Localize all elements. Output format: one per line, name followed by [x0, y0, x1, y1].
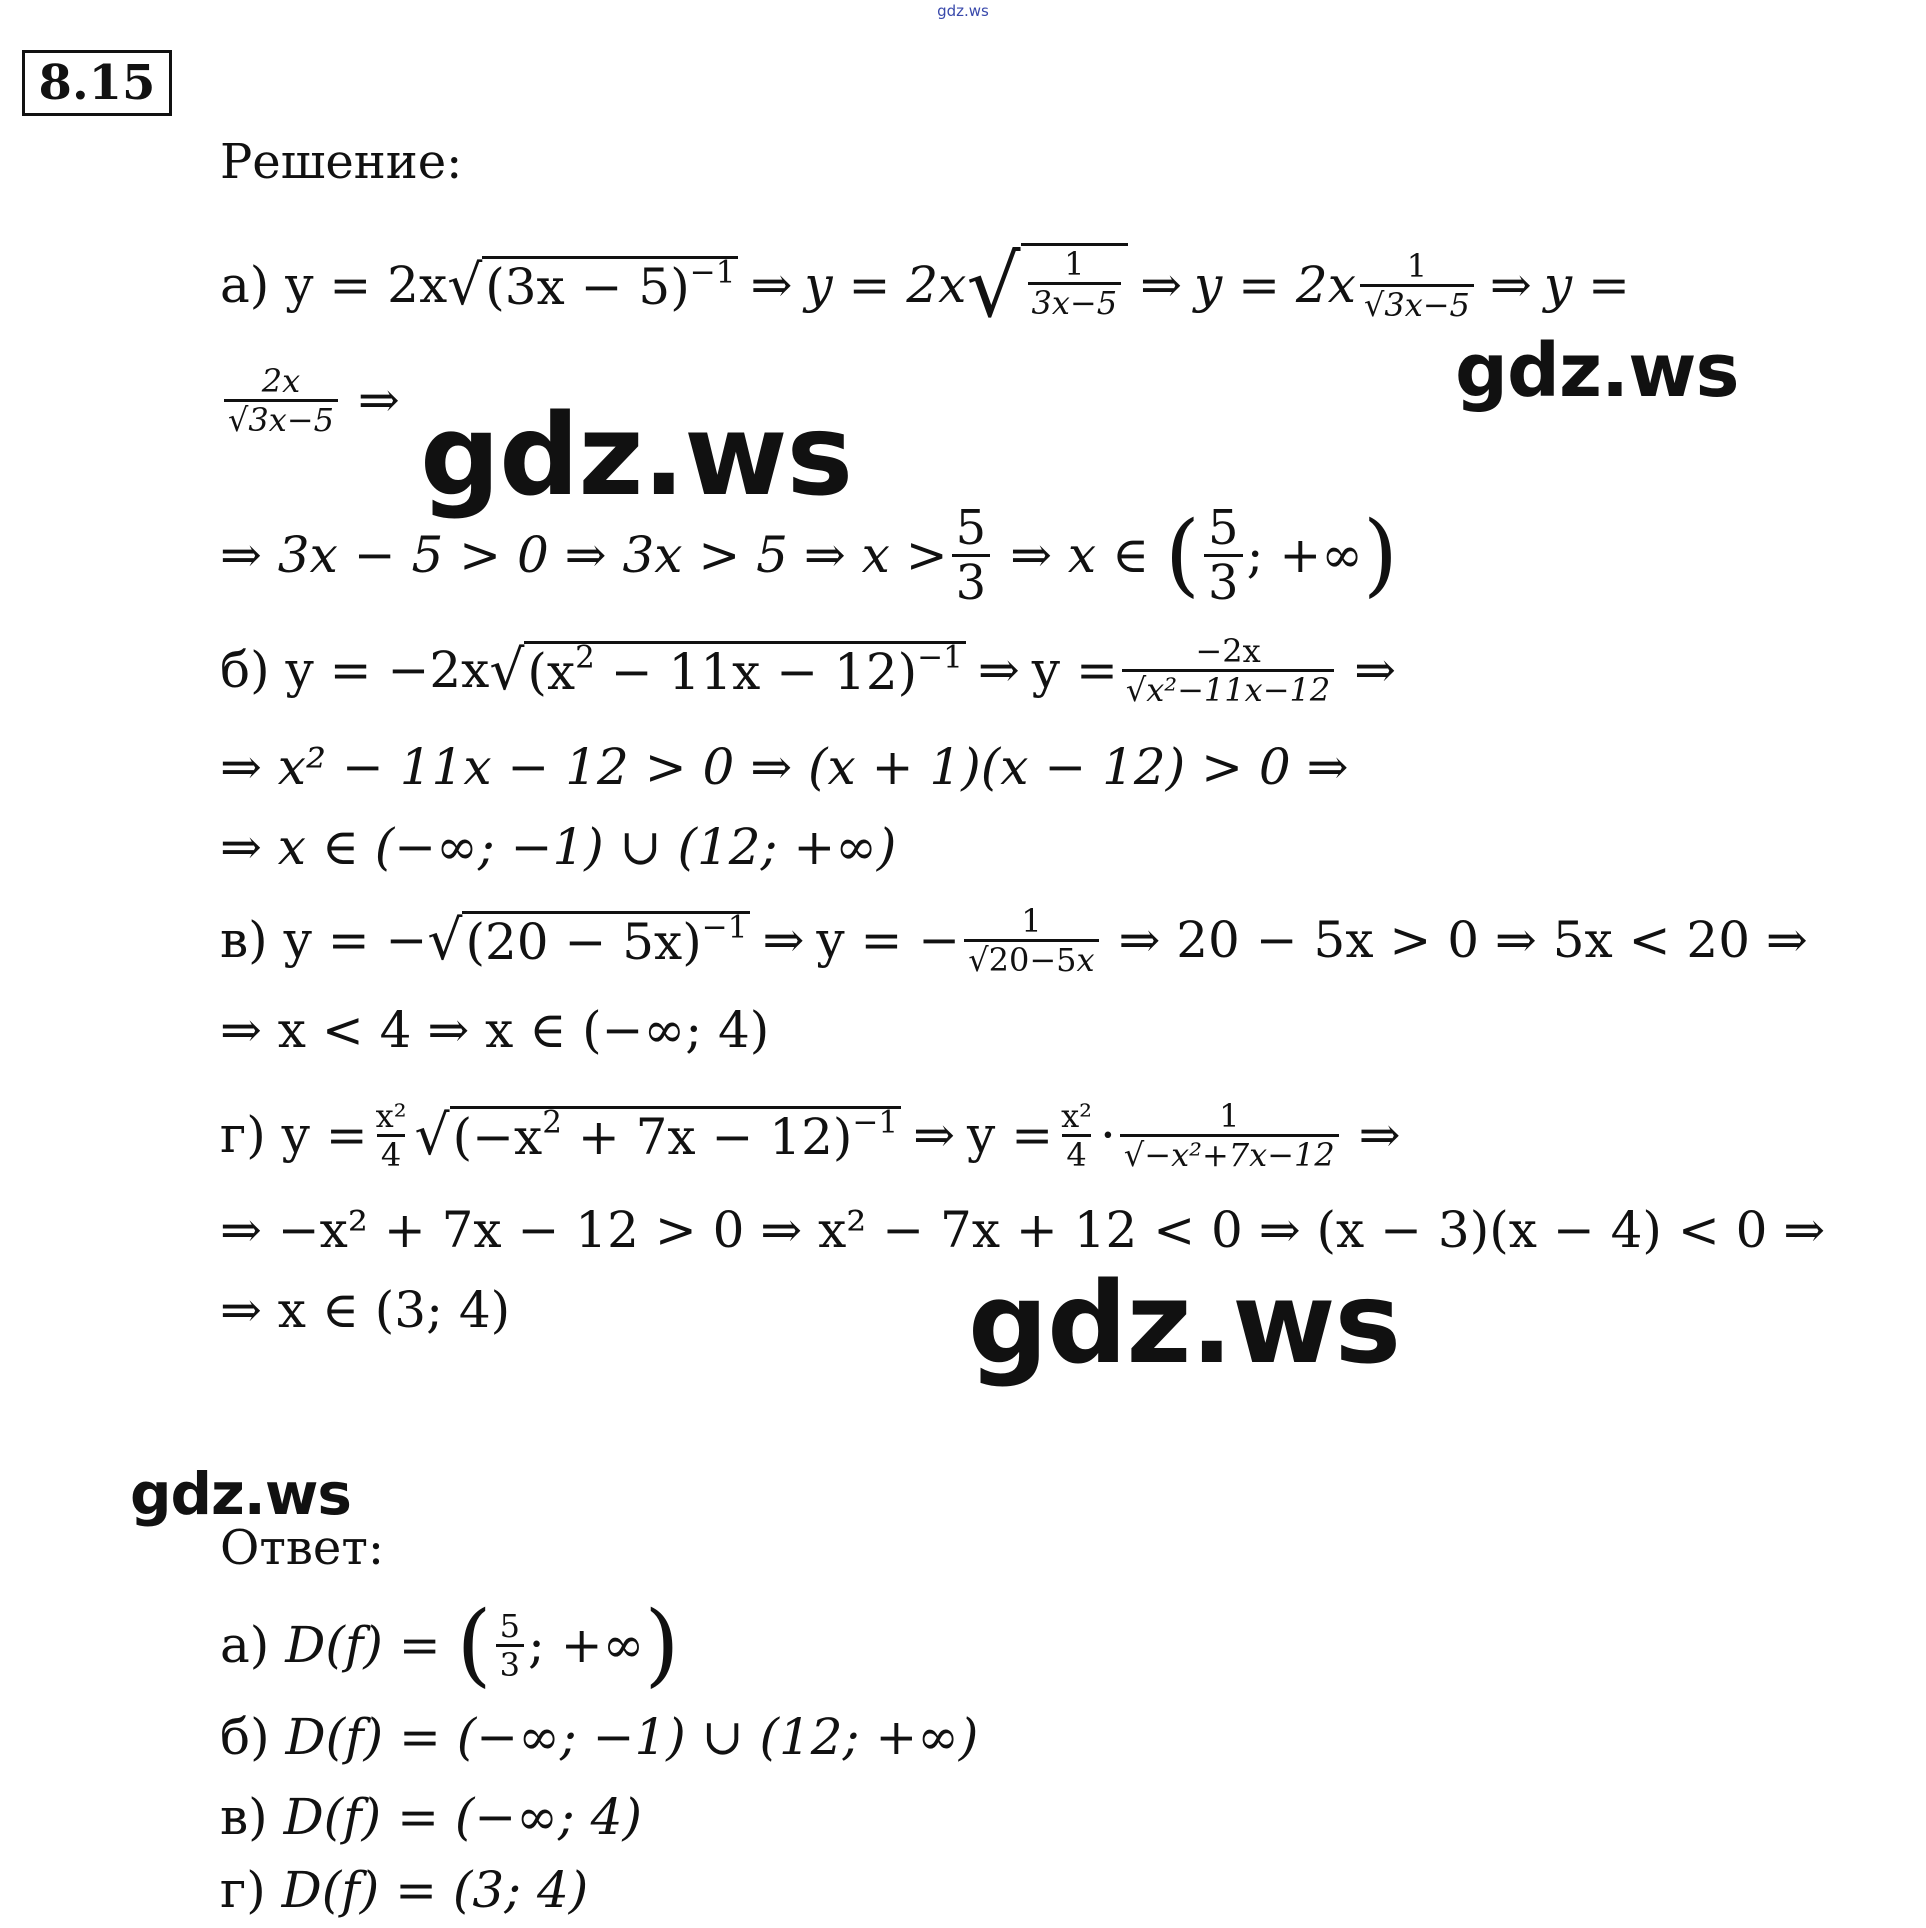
top-watermark: gdz.ws	[937, 2, 989, 20]
solution-b-line1: б) y = −2x √ $(x^2 - 11x - 12)^{-1}$ ⇒ y = $\frac{-2x}{\text{√x²−11x−12}}$ ⇒	[220, 631, 1397, 709]
watermark-logo: gdz.ws	[420, 391, 853, 521]
answer-g: г) D(f) = (3; 4)	[220, 1861, 589, 1919]
solution-g-line3: ⇒ x ∈ (3; 4)	[220, 1281, 511, 1339]
sqrt-symbol: √ $(3x - 5)^{-1}$	[447, 256, 738, 314]
label-g: г)	[220, 1106, 266, 1164]
a-exponent: −1	[689, 254, 736, 291]
a-radicand: (3x − 5)	[485, 258, 690, 317]
solution-b-line3: ⇒ x ∈ (−∞; −1) ∪ (12; +∞)	[220, 818, 897, 876]
solution-a-line1-cont: $\frac{2x}{√3x-5}$ ⇒	[220, 350, 400, 450]
solution-v-line2: ⇒ x < 4 ⇒ x ∈ (−∞; 4)	[220, 1001, 770, 1059]
solution-v-line1: в) y = − √ $(20 - 5x)^{-1}$ ⇒ y = − $\frac{1}{√20-5x}$ ⇒ 20 − 5x > 0 ⇒ 5x < 20 ⇒	[220, 901, 1808, 979]
label-b: б)	[220, 641, 270, 699]
answer-a-prefix: D(f) =	[285, 1616, 441, 1674]
problem-number: 8.15	[22, 50, 172, 116]
solution-g-line2: ⇒ −x² + 7x − 12 > 0 ⇒ x² − 7x + 12 < 0 ⇒ (x − 3)(x − 4) < 0 ⇒	[220, 1201, 1826, 1259]
solution-a-line2: ⇒ 3x − 5 > 0 ⇒ 3x > 5 ⇒ x > $\frac{5}{3}$ ⇒ x ∈ ( $\frac{5}{3}$ ; +∞ )	[220, 499, 1398, 611]
a-expr-prefix: y = 2x	[285, 256, 448, 314]
solution-g-line1: г) y = $\frac{\text{x²}}{4}$ √ $(-x^2 + 7x - 12)^{-1}$ ⇒ y = $\frac{\text{x²}}{4}$ · $\frac{1}{\text{√−x²+7x−12}}$ ⇒	[220, 1096, 1401, 1174]
label-a: а)	[220, 256, 270, 314]
answer-a-tail: ; +∞	[528, 1616, 645, 1674]
answer-b: б) D(f) = (−∞; −1) ∪ (12; +∞)	[220, 1708, 979, 1766]
watermark-logo: gdz.ws	[1455, 328, 1739, 414]
answer-heading: Ответ:	[220, 1520, 385, 1576]
fraction-5-3: $\frac{5}{3}$	[952, 504, 991, 607]
a-inequality: ⇒ 3x − 5 > 0 ⇒ 3x > 5 ⇒ x >	[220, 526, 948, 584]
watermark-logo: gdz.ws	[968, 1259, 1401, 1389]
solution-heading: Решение:	[220, 134, 463, 190]
solution-b-line2: ⇒ x² − 11x − 12 > 0 ⇒ (x + 1)(x − 12) > 0 ⇒	[220, 738, 1349, 796]
a-interval-prefix: ⇒ x ∈	[1010, 526, 1149, 584]
b-expr-prefix: y = −2x	[285, 641, 490, 699]
v-inequality: ⇒ 20 − 5x > 0 ⇒ 5x < 20 ⇒	[1118, 911, 1808, 969]
answer-v: в) D(f) = (−∞; 4)	[220, 1788, 642, 1846]
solution-a-line1: а) y = 2x √ $(3x - 5)^{-1}$ ⇒ y = 2x √ $\frac{1}{3x-5}$ ⇒ y = 2x $\frac{1}{√3x-5}$ ⇒ y =	[220, 237, 1630, 337]
label-v: в)	[220, 911, 268, 969]
watermark-logo: gdz.ws	[130, 1460, 351, 1528]
answer-a: а) D(f) = ( $\frac{5}{3}$ ; +∞ )	[220, 1592, 680, 1697]
